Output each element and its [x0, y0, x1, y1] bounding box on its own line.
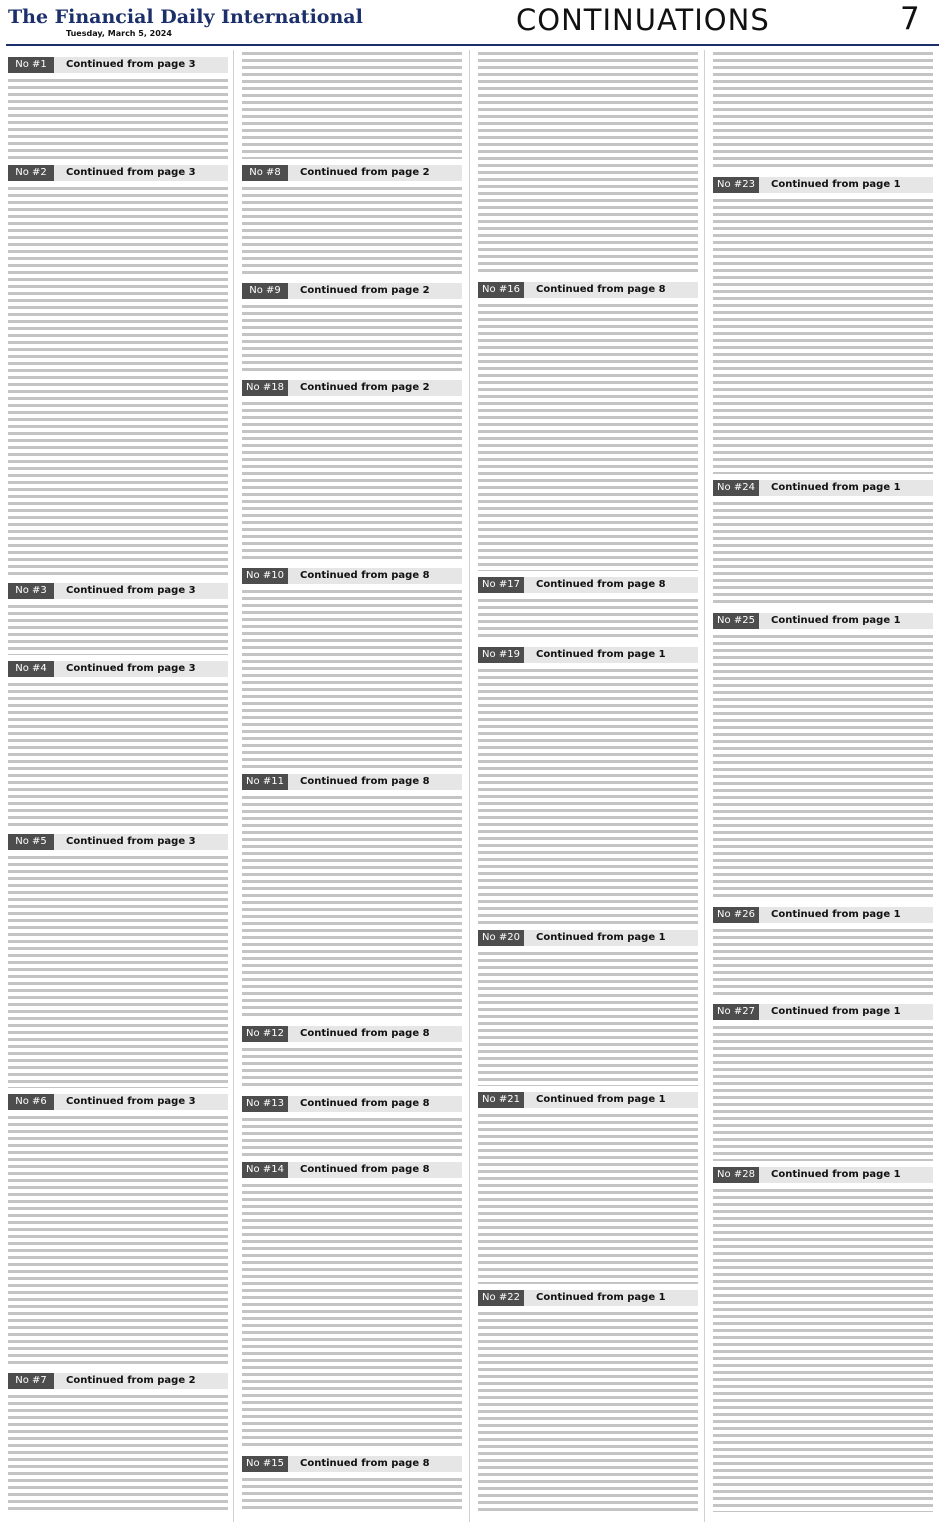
continued-from-label: Continued from page 2 [300, 382, 430, 393]
continuation-heading [8, 1094, 228, 1110]
article-text [8, 605, 228, 655]
continuation-heading [8, 1373, 228, 1389]
continuation-number-badge: No #20 [478, 930, 524, 946]
continued-from-label: Continued from page 8 [300, 776, 430, 787]
continuation-number-badge: No #25 [713, 613, 759, 629]
article-text [8, 856, 228, 1088]
continuation-number-badge: No #28 [713, 1167, 759, 1183]
paper-name: The Financial Daily International [8, 6, 363, 28]
continuation-number-badge: No #27 [713, 1004, 759, 1020]
continuation-heading [8, 57, 228, 73]
continued-from-label: Continued from page 3 [66, 663, 196, 674]
continued-from-label: Continued from page 3 [66, 836, 196, 847]
continued-from-label: Continued from page 3 [66, 585, 196, 596]
continuation-heading [478, 930, 698, 946]
continued-from-label: Continued from page 3 [66, 167, 196, 178]
page-number: 7 [900, 1, 920, 37]
column-divider [469, 50, 470, 1522]
article-text [242, 1184, 462, 1450]
continued-from-label: Continued from page 1 [536, 1292, 666, 1303]
continuation-number-badge: No #6 [8, 1094, 54, 1110]
continuation-number-badge: No #21 [478, 1092, 524, 1108]
continuation-number-badge: No #5 [8, 834, 54, 850]
section-title: CONTINUATIONS [516, 3, 770, 37]
continuation-heading [242, 1456, 462, 1472]
article-text [478, 952, 698, 1086]
article-text [242, 590, 462, 768]
continuation-heading [713, 907, 933, 923]
continuation-number-badge: No #24 [713, 480, 759, 496]
continuation-heading [242, 568, 462, 584]
continuation-number-badge: No #12 [242, 1026, 288, 1042]
continuation-heading [242, 1026, 462, 1042]
article-text [242, 187, 462, 277]
continuation-heading [478, 1092, 698, 1108]
continued-from-label: Continued from page 1 [771, 1006, 901, 1017]
continued-from-label: Continued from page 2 [300, 285, 430, 296]
article-text [478, 1114, 698, 1284]
article-text [478, 52, 698, 276]
article-text [242, 305, 462, 374]
continued-from-label: Continued from page 8 [300, 570, 430, 581]
continued-from-label: Continued from page 2 [300, 167, 430, 178]
article-text [713, 1189, 933, 1512]
continued-from-label: Continued from page 2 [66, 1375, 196, 1386]
issue-date: Tuesday, March 5, 2024 [66, 29, 172, 38]
continued-from-label: Continued from page 8 [300, 1164, 430, 1175]
continuation-number-badge: No #14 [242, 1162, 288, 1178]
column-4 [713, 50, 933, 1522]
continuation-heading [242, 1162, 462, 1178]
continued-from-label: Continued from page 1 [536, 649, 666, 660]
continued-from-label: Continued from page 8 [300, 1098, 430, 1109]
continuation-number-badge: No #23 [713, 177, 759, 193]
article-text [478, 304, 698, 571]
continued-from-label: Continued from page 3 [66, 59, 196, 70]
continuation-number-badge: No #17 [478, 577, 524, 593]
continuation-number-badge: No #2 [8, 165, 54, 181]
column-3 [478, 50, 698, 1522]
article-text [713, 635, 933, 901]
masthead-rule [6, 44, 939, 46]
article-text [478, 599, 698, 641]
continuation-number-badge: No #22 [478, 1290, 524, 1306]
continuation-number-badge: No #11 [242, 774, 288, 790]
continuation-number-badge: No #13 [242, 1096, 288, 1112]
continuation-number-badge: No #8 [242, 165, 288, 181]
continuation-heading [713, 1167, 933, 1183]
continuation-number-badge: No #16 [478, 282, 524, 298]
continuation-heading [478, 282, 698, 298]
column-divider [233, 50, 234, 1522]
continued-from-label: Continued from page 1 [771, 615, 901, 626]
continuation-number-badge: No #10 [242, 568, 288, 584]
column-1 [8, 50, 228, 1522]
continuation-heading [478, 647, 698, 663]
article-text [242, 796, 462, 1020]
column-2 [242, 50, 462, 1522]
continuation-heading [8, 834, 228, 850]
continued-from-label: Continued from page 3 [66, 1096, 196, 1107]
continuation-heading [713, 177, 933, 193]
article-text [242, 52, 462, 159]
continuation-number-badge: No #15 [242, 1456, 288, 1472]
continuation-number-badge: No #19 [478, 647, 524, 663]
continuation-heading [242, 165, 462, 181]
article-text [8, 79, 228, 159]
article-text [713, 1026, 933, 1161]
continuation-number-badge: No #9 [242, 283, 288, 299]
article-text [478, 1312, 698, 1512]
article-text [478, 669, 698, 924]
continuation-heading [8, 583, 228, 599]
continuation-heading [713, 480, 933, 496]
continued-from-label: Continued from page 8 [300, 1458, 430, 1469]
continuation-number-badge: No #7 [8, 1373, 54, 1389]
continued-from-label: Continued from page 8 [536, 284, 666, 295]
article-text [242, 402, 462, 562]
continued-from-label: Continued from page 1 [771, 909, 901, 920]
continued-from-label: Continued from page 1 [536, 932, 666, 943]
column-divider [704, 50, 705, 1522]
article-text [713, 52, 933, 171]
article-text [713, 199, 933, 474]
article-text [242, 1048, 462, 1090]
article-text [242, 1478, 462, 1512]
continued-from-label: Continued from page 1 [536, 1094, 666, 1105]
continuation-number-badge: No #1 [8, 57, 54, 73]
continued-from-label: Continued from page 1 [771, 1169, 901, 1180]
continuation-heading [8, 661, 228, 677]
continued-from-label: Continued from page 1 [771, 179, 901, 190]
continuation-number-badge: No #18 [242, 380, 288, 396]
continuation-heading [242, 283, 462, 299]
continuation-heading [242, 774, 462, 790]
continuation-number-badge: No #3 [8, 583, 54, 599]
continuation-heading [713, 613, 933, 629]
continuation-heading [242, 380, 462, 396]
article-text [242, 1118, 462, 1156]
continuation-number-badge: No #4 [8, 661, 54, 677]
article-text [8, 1116, 228, 1367]
continued-from-label: Continued from page 8 [300, 1028, 430, 1039]
article-text [713, 929, 933, 998]
continuation-heading [242, 1096, 462, 1112]
article-text [8, 187, 228, 577]
continued-from-label: Continued from page 1 [771, 482, 901, 493]
continuation-heading [478, 577, 698, 593]
continuation-number-badge: No #26 [713, 907, 759, 923]
article-text [8, 683, 228, 828]
article-text [713, 502, 933, 607]
masthead [0, 0, 945, 44]
continuation-heading [478, 1290, 698, 1306]
continued-from-label: Continued from page 8 [536, 579, 666, 590]
article-text [8, 1395, 228, 1512]
continuation-heading [713, 1004, 933, 1020]
continuation-heading [8, 165, 228, 181]
